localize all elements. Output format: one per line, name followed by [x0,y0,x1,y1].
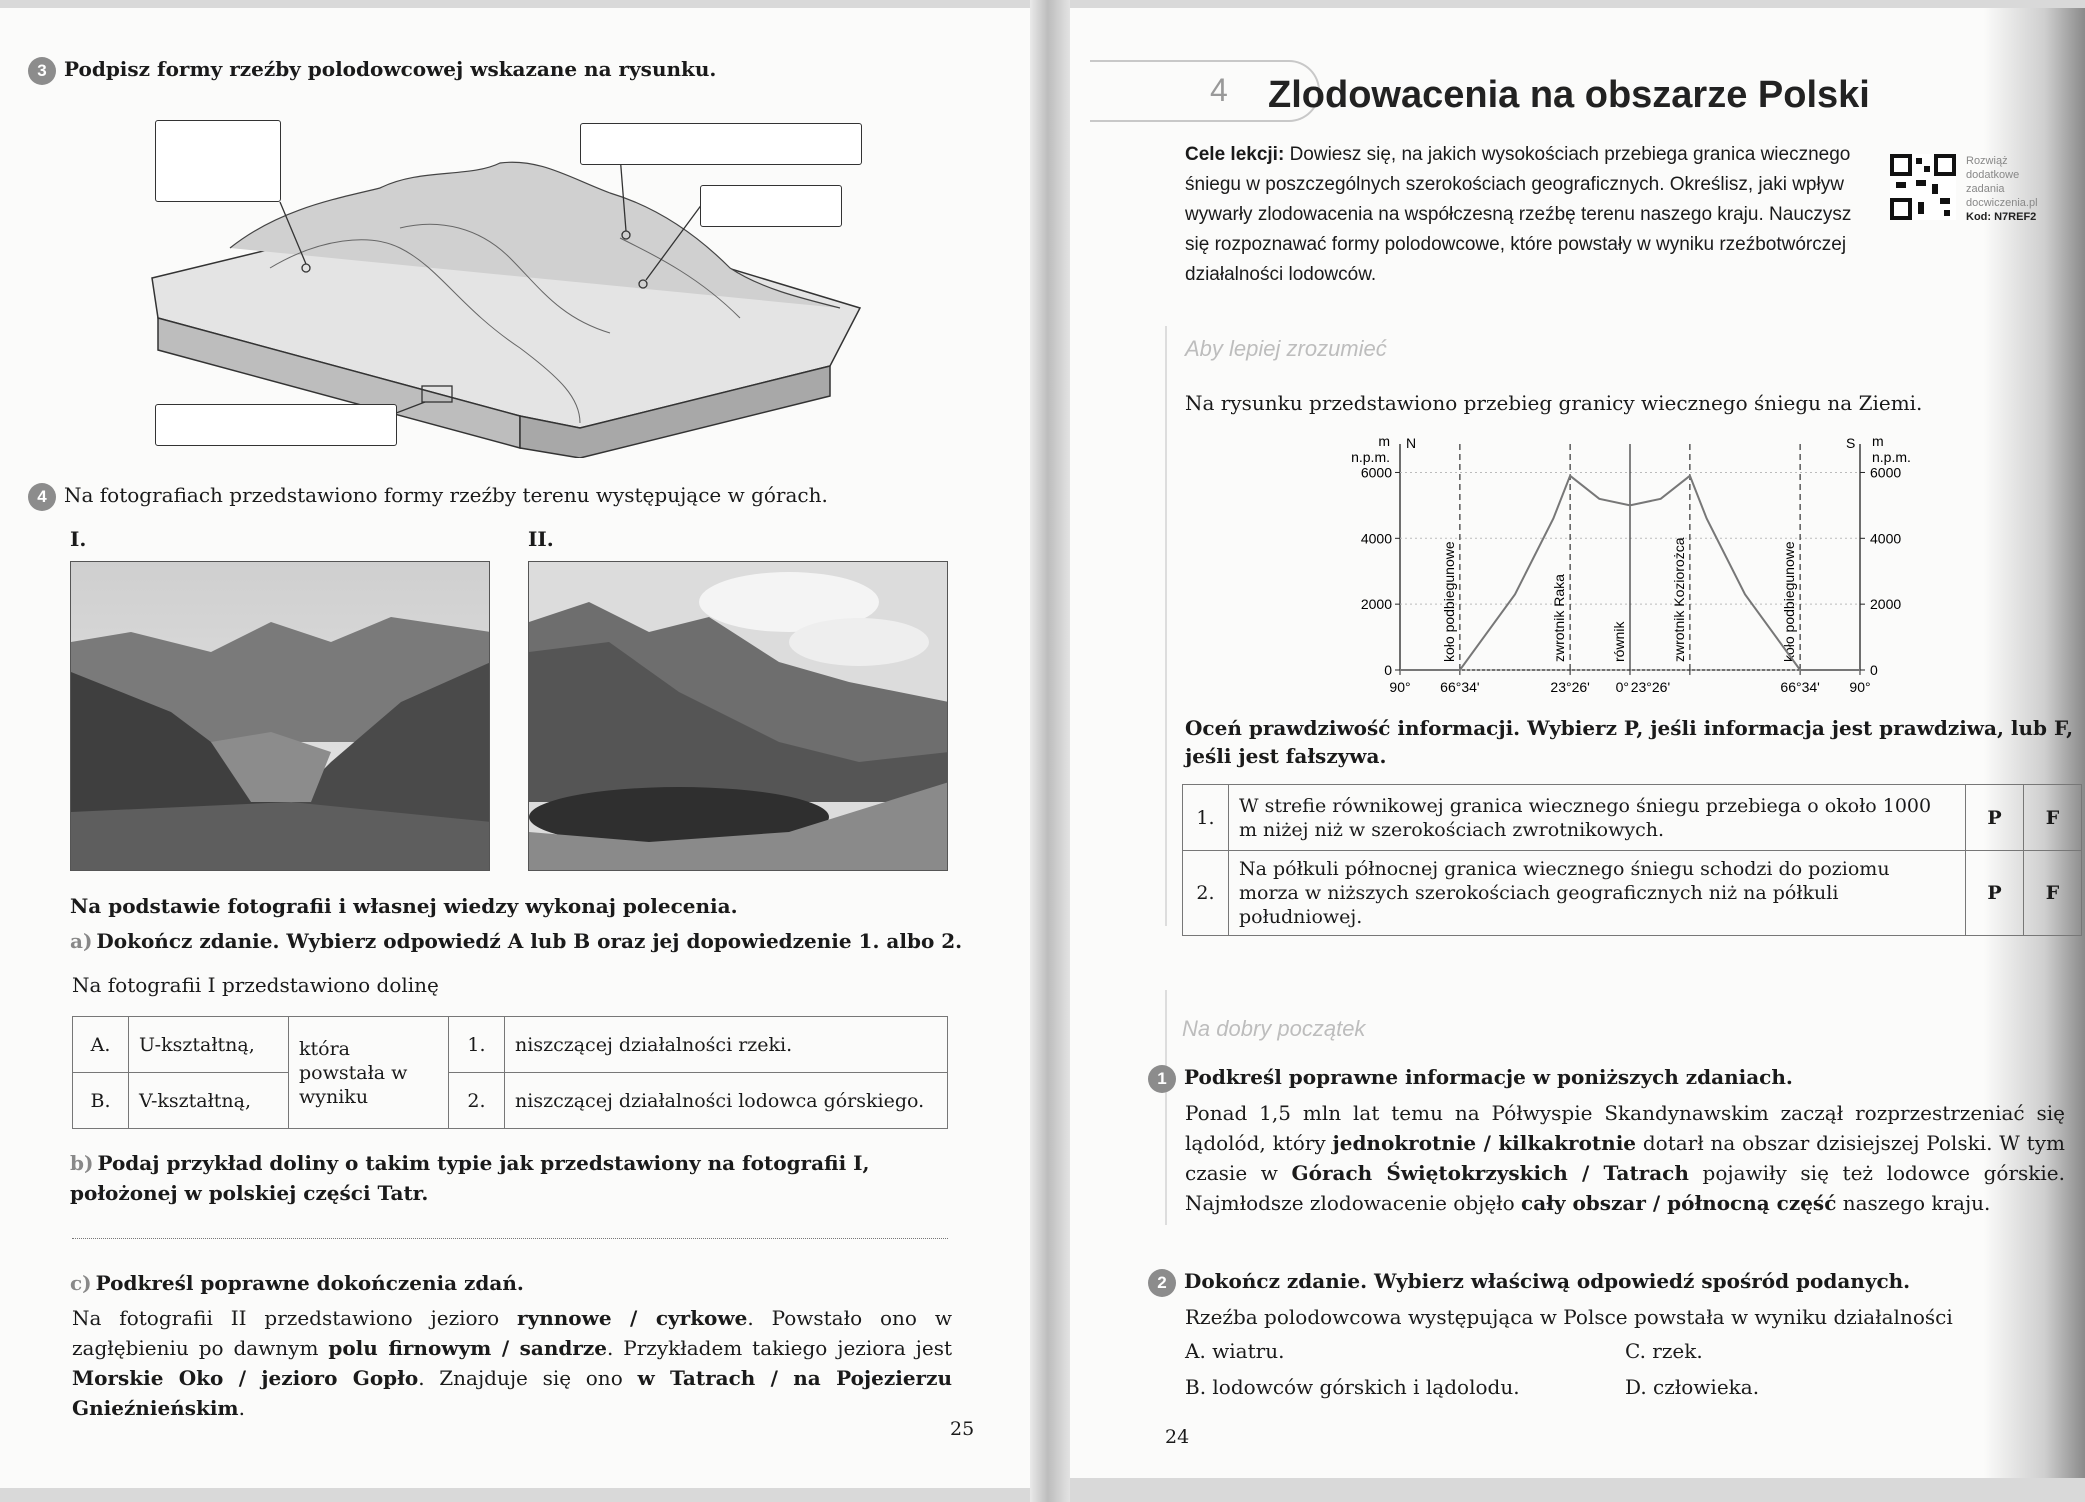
task1-text [1185,1098,2065,1218]
task4c-choice-2[interactable]: polu firnowym / sandrze [328,1336,608,1360]
x-tick-label: 0° [1615,679,1630,695]
task1-text-part: pojawiły się też lodowce górskie. Najmłodsze zlodowacenie objęło [1185,1161,2066,1215]
latitude-label: koło podbiegunowe [1781,541,1798,662]
true-false-table [1182,784,2082,936]
task4c-text-part: . Powstało ono w zagłębieniu po dawnym [72,1306,952,1360]
x-tick-label: 23°26' [1550,679,1590,695]
tf-false-option[interactable]: F [2024,785,2082,851]
latitude-label: równik [1611,621,1627,662]
answer-box-3[interactable] [700,185,842,227]
answer-box-1[interactable] [155,120,281,202]
x-tick-label: 90° [1389,679,1411,695]
goals-text: Dowiesz się, na jakich wysokościach przebiega granica wiecznego śniegu w poszczególnych szerokościach geograficznych. Określisz, jaki wpływ wywarły zlodowacenia na współczesną rzeźbę terenu naszego kraju. Nauczysz się rozpoznawać formy polodowcowe, które powstały w wyniku rzeźbotwórczej działalności lodowców. [1185,144,1852,285]
section-bracket [1165,990,1167,1225]
right-page-number: 24 [1165,1426,1190,1448]
option-b-letter: B. [73,1073,129,1129]
task4b-letter: b) [70,1151,94,1175]
option-a-letter: A. [73,1017,129,1073]
lesson-number: 4 [1210,72,1228,108]
qr-note [1966,154,2038,224]
book-spine [1030,0,1070,1502]
right-page [1070,8,2085,1478]
task3-header [28,54,716,85]
y-unit-left: n.p.m. [1351,449,1390,465]
task4a-table [72,1016,948,1129]
task4a-letter: a) [70,929,93,953]
task4c-choice-4[interactable]: w Tatrach / na Pojezierzu Gnieźnieńskim [72,1366,952,1420]
left-page [0,8,1030,1488]
tf-row-number: 1. [1183,785,1229,851]
tf-false-option[interactable]: F [2024,851,2082,936]
task1-instruction: Podkreśl poprawne informacje w poniższych zdaniach. [1184,1065,1793,1089]
qr-note-line[interactable]: docwiczenia.pl [1966,197,2038,209]
tf-row-number: 2. [1183,851,1229,936]
latitude-label: zwrotnik Raka [1551,574,1568,662]
task3-instruction: Podpisz formy rzeźby polodowcowej wskazane na rysunku. [64,57,717,81]
photo1-label: I. [70,527,87,551]
y-tick-label-left: 0 [1384,662,1392,678]
task1-text-part: dotarł na obszar dzisiejszej Polski. W tym czasie w [1185,1131,2065,1185]
task4-command: Na podstawie fotografii i własnej wiedzy wykonaj polecenia. [70,894,738,918]
task1-choice-3[interactable]: cały obszar / północną część [1521,1191,1837,1215]
qr-code[interactable] [1890,154,1956,220]
lesson-title: Zlodowacenia na obszarze Polski [1268,74,1870,116]
chart-intro: Na rysunku przedstawiono przebieg granicy wiecznego śniegu na Ziemi. [1185,391,1923,415]
task4-instruction: Na fotografiach przedstawiono formy rzeźby terenu występujące w górach. [64,483,828,507]
task4-header [28,480,828,511]
task2-number: 2 [1148,1269,1176,1297]
task4b-answer-line[interactable] [72,1238,948,1239]
photo-lake [528,561,948,871]
task4a-header [70,926,962,956]
task4b-instruction: Podaj przykład doliny o takim typie jak przedstawiony na fotografii I, położonej w polskiej części Tatr. [70,1151,870,1205]
option-middle-text: która powstała w wyniku [289,1017,449,1129]
y-tick-label-right: 6000 [1870,464,1902,481]
goals-label: Cele lekcji: [1185,144,1285,165]
task1-text-part: Ponad 1,5 mln lat temu na Półwyspie Skandynawskim zaczął rozprzestrzeniać się lądolód, który [1185,1101,2065,1155]
task4c-text [72,1303,952,1423]
latitude-label: koło podbiegunowe [1440,541,1457,662]
left-page-number: 25 [950,1418,975,1440]
south-label: S [1846,435,1856,451]
task4a-instruction: Dokończ zdanie. Wybierz odpowiedź A lub B oraz jej dopowiedzenie 1. albo 2. [96,929,963,953]
task4c-instruction: Podkreśl poprawne dokończenia zdań. [95,1271,524,1295]
photo-valley [70,561,490,871]
x-tick-label: 23°26' [1630,679,1671,695]
y-tick-label-right: 0 [1870,662,1878,678]
task1-choice-2[interactable]: Górach Świętokrzyskich / Tatrach [1291,1161,1689,1185]
y-unit-right: m [1872,433,1884,449]
tf-instruction: Oceń prawdziwość informacji. Wybierz P, jeśli informacja jest prawdziwa, lub F, jeśli jest fałszywa. [1185,716,2074,768]
y-tick-label-left: 4000 [1360,530,1392,547]
task2-instruction: Dokończ zdanie. Wybierz właściwą odpowiedź spośród podanych. [1184,1269,1911,1293]
y-unit-right: n.p.m. [1872,449,1911,465]
task2-option-c[interactable]: C. rzek. [1625,1339,1703,1363]
answer-box-4[interactable] [155,404,397,446]
task1-choice-1[interactable]: jednokrotnie / kilkakrotnie [1332,1131,1637,1155]
y-tick-label-right: 4000 [1870,530,1902,547]
task4c-letter: c) [70,1271,92,1295]
tf-row-statement: Na półkuli północnej granica wiecznego śniegu schodzi do poziomu morza w niższych szerokościach geograficznych niż na półkuli południowej. [1229,851,1966,936]
task4c-header [70,1268,524,1298]
latitude-label: zwrotnik Koziorożca [1670,537,1687,662]
task4a-lead: Na fotografii I przedstawiono dolinę [72,973,439,997]
task1-number: 1 [1148,1065,1176,1093]
task2-header [1148,1266,1910,1297]
task2-option-a[interactable]: A. wiatru. [1185,1339,1285,1363]
lesson-goals [1185,140,1865,290]
photo2-label: II. [528,527,554,551]
y-tick-label-right: 2000 [1870,596,1902,613]
task4c-choice-3[interactable]: Morskie Oko / jezioro Gopło [72,1366,419,1390]
task4b [70,1148,950,1208]
x-tick-label: 90° [1849,679,1871,695]
task4c-text-part: . [238,1396,245,1420]
task4c-choice-1[interactable]: rynnowe / cyrkowe [517,1306,748,1330]
task3-number: 3 [28,57,56,85]
y-tick-label-left: 2000 [1360,596,1392,613]
task4c-text-part: . Przykładem takiego jeziora jest [607,1336,953,1360]
x-tick-label: 66°34' [1440,679,1480,695]
task2-option-d[interactable]: D. człowieka. [1625,1375,1760,1399]
y-unit-left: m [1378,433,1390,449]
snow-line-chart [1330,428,1930,703]
option-b-text[interactable]: V-kształtną, [129,1073,289,1129]
task4c-text-part: . Znajduje się ono [418,1366,638,1390]
answer-box-2[interactable] [580,123,862,165]
qr-note-line: zadania [1966,183,2005,195]
option-1-text[interactable]: niszczącej działalności rzeki. [505,1017,948,1073]
option-2-text[interactable]: niszczącej działalności lodowca górskiego. [505,1073,948,1129]
qr-note-line: Rozwiąż [1966,155,2008,167]
qr-note-line: dodatkowe [1966,169,2020,181]
option-2-number: 2. [449,1073,505,1129]
task4-number: 4 [28,483,56,511]
task2-lead: Rzeźba polodowcowa występująca w Polsce powstała w wyniku działalności [1185,1305,1953,1329]
north-label: N [1406,435,1417,451]
task1-header [1148,1062,1793,1093]
section-bracket [1165,326,1167,926]
option-a-text[interactable]: U-kształtną, [129,1017,289,1073]
task1-text-part: naszego kraju. [1836,1191,1991,1215]
access-code: Kod: N7REF2 [1966,211,2037,223]
x-tick-label: 66°34' [1780,679,1820,695]
y-tick-label-left: 6000 [1360,464,1392,481]
option-1-number: 1. [449,1017,505,1073]
tf-true-option[interactable]: P [1966,785,2024,851]
task2-option-b[interactable]: B. lodowców górskich i lądolodu. [1185,1375,1520,1399]
tf-row-statement: W strefie równikowej granica wiecznego śniegu przebiega o około 1000 m niżej niż w szerokościach zwrotnikowych. [1229,785,1966,851]
section-na-dobry-poczatek: Na dobry początek [1182,1016,1366,1041]
section-aby-lepiej-zrozumiec: Aby lepiej zrozumieć [1185,336,1387,361]
task4c-text-part: Na fotografii II przedstawiono jezioro [72,1306,518,1330]
tf-true-option[interactable]: P [1966,851,2024,936]
